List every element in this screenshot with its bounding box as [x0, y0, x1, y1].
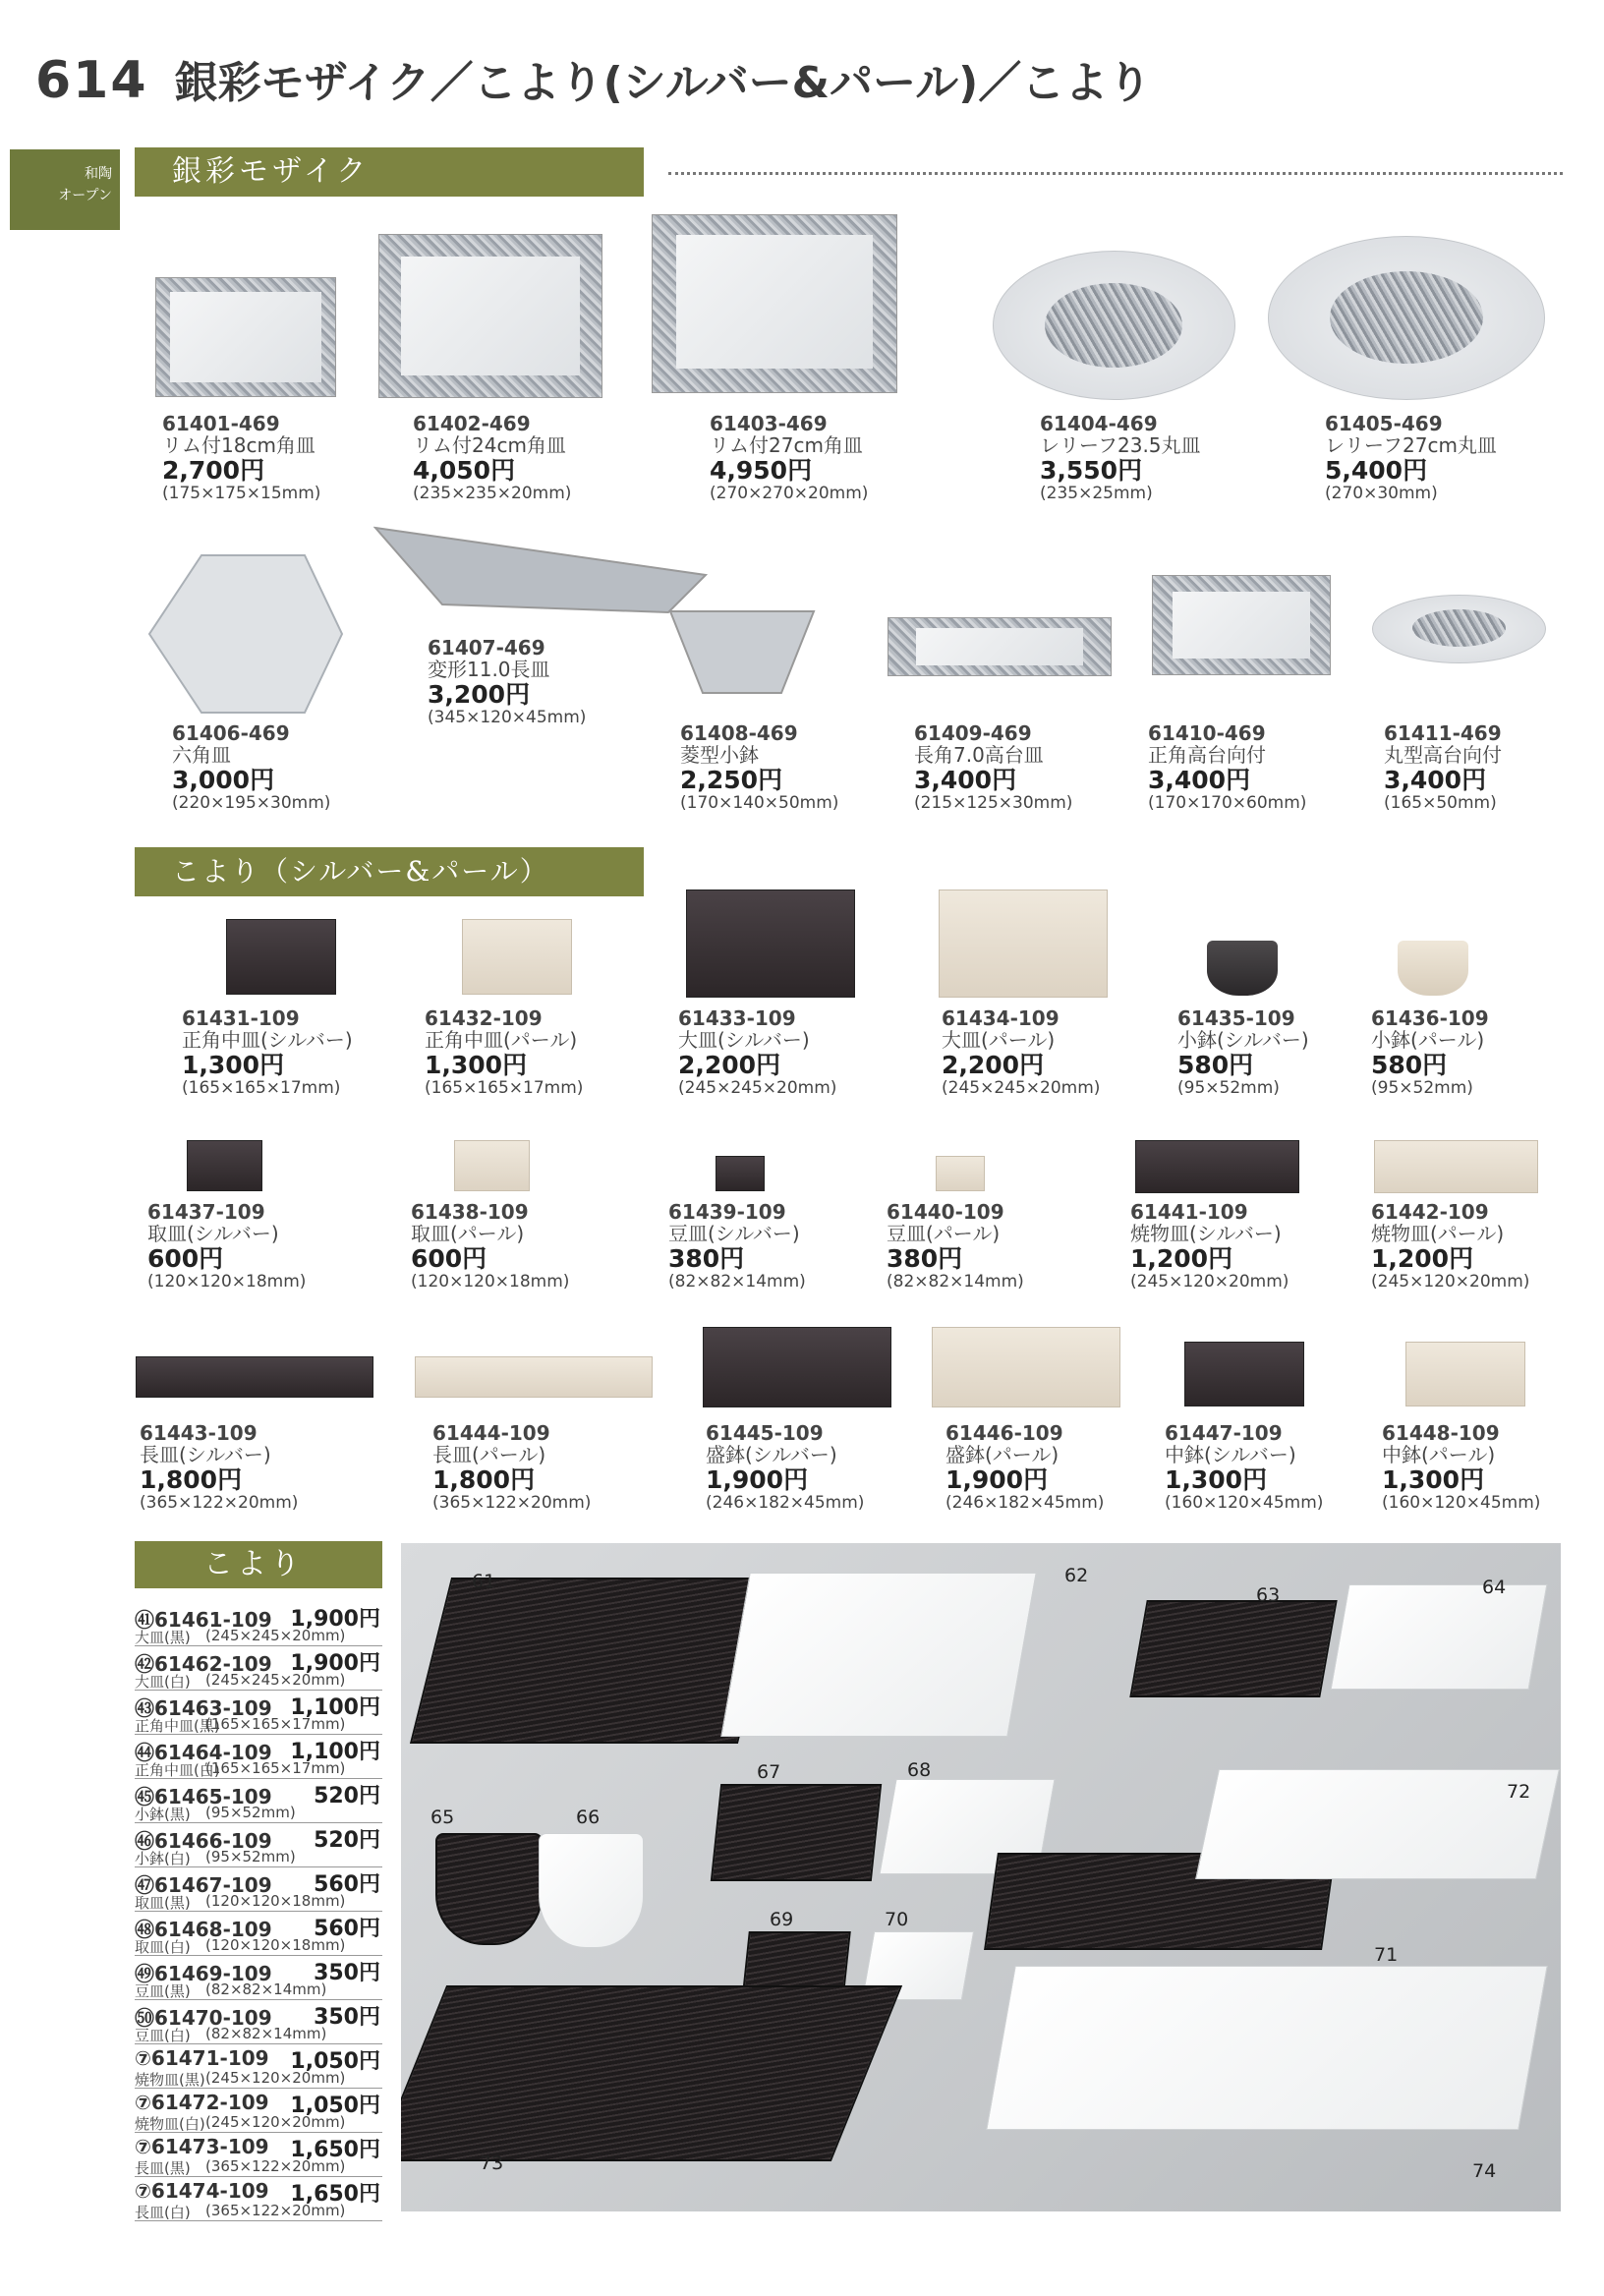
list-item-code: ㊼61467-109	[135, 1873, 272, 1897]
koyori-sp-product-block	[706, 1422, 864, 1513]
product-size: (170×170×60mm)	[1148, 792, 1307, 813]
product-size: (220×195×30mm)	[172, 792, 331, 813]
product-name: 長皿(シルバー)	[140, 1443, 271, 1467]
mosaic-product-block	[1384, 722, 1502, 813]
product-name: 大皿(シルバー)	[678, 1028, 810, 1053]
product-code: 61402-469	[413, 412, 531, 435]
list-item	[135, 2133, 382, 2177]
list-item-code: ⑦61472-109	[135, 2091, 269, 2114]
product-size: (246×182×45mm)	[945, 1492, 1105, 1513]
product-price: 580円	[1371, 1050, 1448, 1079]
product-name: 丸型高台向付	[1384, 743, 1502, 768]
product-price: 1,800円	[432, 1464, 536, 1494]
list-item-name: 豆皿(黒)	[135, 1982, 191, 2000]
product-size: (160×120×45mm)	[1382, 1492, 1541, 1513]
product-size: (175×175×15mm)	[162, 483, 321, 503]
list-item-code: ㊻61466-109	[135, 1829, 272, 1853]
list-item-price: 520円	[314, 1828, 380, 1853]
product-size: (95×52mm)	[1177, 1077, 1280, 1098]
product-code: 61410-469	[1148, 721, 1266, 745]
product-price: 3,400円	[914, 765, 1017, 794]
product-size: (82×82×14mm)	[887, 1271, 1024, 1292]
list-item-size: (165×165×17mm)	[205, 1715, 346, 1733]
list-item-name: 正角中皿(黒)	[135, 1717, 220, 1735]
photo-number-label: 70	[885, 1909, 909, 1930]
koyori-product-photo	[401, 1543, 1561, 2211]
list-item-price: 1,100円	[290, 1695, 380, 1720]
list-item-name: 焼物皿(白)	[135, 2115, 205, 2133]
photo-item-74	[986, 1966, 1547, 2130]
side-tab-line-2: オープン	[58, 188, 112, 203]
list-item-size: (165×165×17mm)	[205, 1759, 346, 1777]
mosaic-product-block	[1325, 413, 1497, 503]
product-image-61447	[1184, 1342, 1304, 1406]
list-item-code: ⑦61471-109	[135, 2046, 269, 2070]
product-price: 600円	[411, 1243, 487, 1273]
list-item-price: 1,050円	[290, 2094, 380, 2118]
product-code: 61446-109	[945, 1421, 1063, 1445]
list-item-size: (365×122×20mm)	[205, 2157, 346, 2175]
product-price: 3,550円	[1040, 455, 1143, 485]
list-item-code: ㊽61468-109	[135, 1918, 272, 1941]
product-image-61403	[652, 214, 897, 393]
product-price: 580円	[1177, 1050, 1254, 1079]
list-item-price: 1,650円	[290, 2138, 380, 2162]
list-item-code: ㊺61465-109	[135, 1785, 272, 1808]
list-item-size: (245×120×20mm)	[205, 2113, 346, 2131]
koyori-sp-product-block	[887, 1201, 1024, 1292]
product-code: 61431-109	[182, 1006, 300, 1030]
koyori-sp-product-block	[942, 1007, 1100, 1098]
koyori-sp-product-block	[432, 1422, 591, 1513]
photo-number-label: 61	[472, 1571, 496, 1592]
product-name: 長皿(パール)	[432, 1443, 546, 1467]
list-item-name: 正角中皿(白)	[135, 1761, 220, 1779]
product-size: (120×120×18mm)	[147, 1271, 307, 1292]
product-image-61408	[668, 609, 816, 708]
product-price: 1,300円	[182, 1050, 285, 1079]
product-size: (245×120×20mm)	[1130, 1271, 1289, 1292]
list-item	[135, 2177, 382, 2221]
product-price: 4,950円	[710, 455, 813, 485]
product-name: 小鉢(パール)	[1371, 1028, 1485, 1053]
product-name: 正角中皿(シルバー)	[182, 1028, 353, 1053]
photo-item-73	[401, 1985, 902, 2161]
photo-number-label: 72	[1507, 1781, 1531, 1803]
product-image-61431	[226, 919, 336, 995]
product-size: (215×125×30mm)	[914, 792, 1073, 813]
product-price: 2,700円	[162, 455, 265, 485]
mosaic-product-block	[710, 413, 868, 503]
product-price: 380円	[887, 1243, 963, 1273]
list-item-name: 焼物皿(黒)	[135, 2071, 205, 2089]
photo-number-label: 73	[480, 2152, 504, 2174]
list-item-price: 560円	[314, 1872, 380, 1897]
list-item-size: (95×52mm)	[205, 1804, 296, 1821]
product-price: 380円	[668, 1243, 745, 1273]
list-item-size: (95×52mm)	[205, 1848, 296, 1866]
koyori-sp-product-block	[1371, 1007, 1489, 1098]
product-image-61404	[993, 251, 1235, 400]
product-code: 61435-109	[1177, 1006, 1295, 1030]
product-code: 61445-109	[706, 1421, 824, 1445]
product-image-61407	[373, 526, 708, 614]
product-price: 600円	[147, 1243, 224, 1273]
product-image-61409	[888, 617, 1112, 676]
product-code: 61433-109	[678, 1006, 796, 1030]
photo-number-label: 63	[1256, 1584, 1281, 1606]
list-item-price: 560円	[314, 1917, 380, 1941]
product-name: リム付18cm角皿	[162, 433, 315, 458]
list-item-price: 1,100円	[290, 1740, 380, 1764]
product-code: 61404-469	[1040, 412, 1158, 435]
product-image-61406	[147, 550, 344, 718]
product-price: 3,200円	[428, 679, 531, 709]
product-name: 菱型小鉢	[680, 743, 759, 768]
product-price: 4,050円	[413, 455, 516, 485]
section-banner-mosaic: 銀彩モザイク	[135, 147, 644, 197]
product-size: (345×120×45mm)	[428, 707, 587, 727]
product-price: 1,900円	[706, 1464, 809, 1494]
product-name: 取皿(シルバー)	[147, 1222, 279, 1246]
koyori-sp-product-block	[678, 1007, 836, 1098]
product-code: 61437-109	[147, 1200, 265, 1224]
product-price: 3,400円	[1148, 765, 1251, 794]
product-price: 1,200円	[1371, 1243, 1474, 1273]
photo-item-64	[1331, 1584, 1548, 1690]
list-item-size: (120×120×18mm)	[205, 1936, 346, 1954]
list-item	[135, 1735, 382, 1779]
list-item-name: 小鉢(黒)	[135, 1806, 191, 1823]
product-size: (165×165×17mm)	[425, 1077, 584, 1098]
list-item-size: (365×122×20mm)	[205, 2202, 346, 2219]
product-image-61444	[415, 1356, 653, 1398]
list-item	[135, 2089, 382, 2133]
koyori-sp-product-block	[147, 1201, 306, 1292]
list-item-name: 豆皿(白)	[135, 2027, 191, 2044]
product-code: 61441-109	[1130, 1200, 1248, 1224]
product-image-61432	[462, 919, 572, 995]
koyori-sp-product-block	[1165, 1422, 1323, 1513]
product-size: (270×30mm)	[1325, 483, 1438, 503]
product-price: 2,250円	[680, 765, 783, 794]
photo-number-label: 69	[770, 1909, 794, 1930]
list-item-code: ⑦61473-109	[135, 2135, 269, 2158]
photo-number-label: 71	[1374, 1944, 1399, 1966]
photo-item-67	[711, 1784, 882, 1881]
product-name: 中鉢(パール)	[1382, 1443, 1496, 1467]
list-item-name: 大皿(黒)	[135, 1629, 191, 1646]
product-name: 豆皿(パール)	[887, 1222, 1001, 1246]
product-name: 長角7.0高台皿	[914, 743, 1044, 768]
product-code: 61442-109	[1371, 1200, 1489, 1224]
list-item-size: (245×120×20mm)	[205, 2069, 346, 2087]
product-name: 盛鉢(パール)	[945, 1443, 1060, 1467]
product-code: 61436-109	[1371, 1006, 1489, 1030]
photo-number-label: 74	[1472, 2160, 1497, 2182]
koyori-sp-product-block	[425, 1007, 583, 1098]
product-code: 61409-469	[914, 721, 1032, 745]
product-name: リム付27cm角皿	[710, 433, 863, 458]
page-title: 銀彩モザイク／こより(シルバー&パール)／こより	[174, 58, 1152, 108]
product-code: 61403-469	[710, 412, 828, 435]
product-size: (235×235×20mm)	[413, 483, 572, 503]
product-size: (235×25mm)	[1040, 483, 1153, 503]
product-image-61402	[378, 234, 602, 398]
list-item	[135, 1691, 382, 1735]
list-item-name: 大皿(白)	[135, 1673, 191, 1691]
product-image-61405	[1268, 236, 1545, 400]
product-price: 1,200円	[1130, 1243, 1233, 1273]
product-size: (165×50mm)	[1384, 792, 1497, 813]
photo-item-66	[539, 1833, 644, 1948]
mosaic-product-block	[162, 413, 320, 503]
list-item	[135, 1779, 382, 1823]
product-size: (270×270×20mm)	[710, 483, 869, 503]
product-size: (246×182×45mm)	[706, 1492, 865, 1513]
mosaic-product-block	[1148, 722, 1306, 813]
product-name: リム付24cm角皿	[413, 433, 566, 458]
photo-number-label: 62	[1064, 1565, 1089, 1586]
product-name: 正角高台向付	[1148, 743, 1266, 768]
product-image-61436	[1398, 941, 1468, 996]
list-item-code: ㊷61462-109	[135, 1652, 272, 1676]
product-code: 61434-109	[942, 1006, 1060, 1030]
category-side-tab	[10, 149, 120, 230]
koyori-sp-product-block	[1371, 1201, 1529, 1292]
product-name: 変形11.0長皿	[428, 658, 550, 682]
product-price: 1,800円	[140, 1464, 243, 1494]
list-item-name: 小鉢(白)	[135, 1850, 191, 1867]
page-header	[35, 47, 1151, 110]
product-size: (120×120×18mm)	[411, 1271, 570, 1292]
photo-number-label: 64	[1482, 1577, 1507, 1598]
section-banner-koyori-silver-pearl: こより（シルバー&パール）	[135, 847, 644, 896]
product-image-61440	[936, 1156, 985, 1191]
product-image-61437	[187, 1140, 262, 1191]
product-code: 61411-469	[1384, 721, 1502, 745]
product-size: (170×140×50mm)	[680, 792, 839, 813]
product-size: (160×120×45mm)	[1165, 1492, 1324, 1513]
product-size: (365×122×20mm)	[140, 1492, 299, 1513]
mosaic-product-block	[1040, 413, 1201, 503]
list-item-price: 1,900円	[290, 1651, 380, 1676]
product-image-61442	[1374, 1140, 1538, 1193]
mosaic-product-block	[172, 722, 330, 813]
product-code: 61444-109	[432, 1421, 550, 1445]
product-price: 2,200円	[942, 1050, 1045, 1079]
product-image-61445	[703, 1327, 891, 1407]
product-image-61438	[454, 1140, 530, 1191]
list-item-price: 1,900円	[290, 1607, 380, 1632]
product-price: 1,300円	[1382, 1464, 1485, 1494]
photo-number-label: 66	[576, 1807, 601, 1828]
product-code: 61443-109	[140, 1421, 258, 1445]
koyori-sp-product-block	[1177, 1007, 1309, 1098]
product-size: (165×165×17mm)	[182, 1077, 341, 1098]
product-size: (245×245×20mm)	[942, 1077, 1101, 1098]
list-item-price: 350円	[314, 2005, 380, 2030]
product-price: 1,900円	[945, 1464, 1049, 1494]
product-name: 盛鉢(シルバー)	[706, 1443, 837, 1467]
product-name: 豆皿(シルバー)	[668, 1222, 800, 1246]
product-code: 61405-469	[1325, 412, 1443, 435]
list-item	[135, 1912, 382, 1956]
list-item-name: 取皿(白)	[135, 1938, 191, 1956]
list-item-code: ㊿61470-109	[135, 2006, 272, 2030]
photo-number-label: 68	[907, 1759, 932, 1781]
product-price: 1,300円	[425, 1050, 528, 1079]
list-item	[135, 1867, 382, 1912]
product-size: (82×82×14mm)	[668, 1271, 806, 1292]
list-item-price: 1,050円	[290, 2049, 380, 2074]
product-size: (245×245×20mm)	[678, 1077, 837, 1098]
list-item-name: 長皿(黒)	[135, 2159, 191, 2177]
list-item	[135, 1646, 382, 1691]
list-item	[135, 2044, 382, 2089]
product-price: 2,200円	[678, 1050, 781, 1079]
product-code: 61407-469	[428, 636, 545, 660]
koyori-sp-product-block	[1382, 1422, 1540, 1513]
product-image-61446	[932, 1327, 1120, 1407]
photo-item-65	[435, 1833, 543, 1945]
product-image-61410	[1152, 575, 1331, 675]
page-number: 614	[35, 51, 148, 110]
product-name: レリーフ23.5丸皿	[1040, 433, 1201, 458]
product-code: 61440-109	[887, 1200, 1004, 1224]
product-price: 1,300円	[1165, 1464, 1268, 1494]
product-name: 六角皿	[172, 743, 231, 768]
koyori-sp-product-block	[668, 1201, 806, 1292]
mosaic-product-block	[914, 722, 1072, 813]
list-item-price: 1,650円	[290, 2182, 380, 2207]
koyori-sp-product-block	[140, 1422, 298, 1513]
product-size: (245×120×20mm)	[1371, 1271, 1530, 1292]
product-price: 3,400円	[1384, 765, 1487, 794]
product-code: 61408-469	[680, 721, 798, 745]
product-code: 61448-109	[1382, 1421, 1500, 1445]
product-code: 61401-469	[162, 412, 280, 435]
photo-item-63	[1129, 1600, 1337, 1697]
product-code: 61432-109	[425, 1006, 543, 1030]
list-item-size: (82×82×14mm)	[205, 2025, 327, 2042]
mosaic-product-block	[680, 722, 838, 813]
list-item	[135, 1956, 382, 2000]
product-image-61435	[1207, 941, 1278, 996]
list-item-size: (245×245×20mm)	[205, 1671, 346, 1689]
product-name: 正角中皿(パール)	[425, 1028, 578, 1053]
product-name: 焼物皿(シルバー)	[1130, 1222, 1282, 1246]
product-name: 大皿(パール)	[942, 1028, 1056, 1053]
product-name: 取皿(パール)	[411, 1222, 525, 1246]
product-code: 61406-469	[172, 721, 290, 745]
koyori-sp-product-block	[1130, 1201, 1289, 1292]
product-image-61434	[939, 890, 1108, 998]
list-item-code: ㊸61463-109	[135, 1696, 272, 1720]
product-image-61443	[136, 1356, 373, 1398]
photo-item-72	[1195, 1769, 1560, 1879]
product-code: 61447-109	[1165, 1421, 1283, 1445]
product-image-61433	[686, 890, 855, 998]
mosaic-product-block	[428, 637, 586, 727]
product-size: (95×52mm)	[1371, 1077, 1473, 1098]
section-banner-koyori: こより	[135, 1541, 382, 1588]
photo-item-62	[720, 1573, 1036, 1737]
product-image-61401	[155, 277, 336, 397]
product-image-61448	[1405, 1342, 1525, 1406]
dotted-divider	[668, 172, 1563, 175]
list-item-code: ⑦61474-109	[135, 2179, 269, 2203]
list-item-name: 取皿(黒)	[135, 1894, 191, 1912]
product-code: 61439-109	[668, 1200, 786, 1224]
list-item-size: (82×82×14mm)	[205, 1980, 327, 1998]
list-item-price: 520円	[314, 1784, 380, 1808]
product-code: 61438-109	[411, 1200, 529, 1224]
product-price: 5,400円	[1325, 455, 1428, 485]
list-item-name: 長皿(白)	[135, 2204, 191, 2221]
list-item	[135, 1823, 382, 1867]
list-item-code: ㊾61469-109	[135, 1962, 272, 1985]
list-item-size: (120×120×18mm)	[205, 1892, 346, 1910]
side-tab-line-1: 和陶	[85, 166, 112, 182]
list-item-code: ㊶61461-109	[135, 1608, 272, 1632]
koyori-sp-product-block	[411, 1201, 569, 1292]
product-image-61411	[1372, 595, 1546, 663]
mosaic-product-block	[413, 413, 571, 503]
list-item	[135, 2000, 382, 2044]
list-item-code: ㊹61464-109	[135, 1741, 272, 1764]
photo-number-label: 65	[430, 1807, 455, 1828]
koyori-sp-product-block	[945, 1422, 1104, 1513]
list-item-size: (245×245×20mm)	[205, 1627, 346, 1644]
list-item-price: 350円	[314, 1961, 380, 1985]
product-price: 3,000円	[172, 765, 275, 794]
photo-number-label: 67	[757, 1761, 781, 1783]
product-name: 中鉢(シルバー)	[1165, 1443, 1296, 1467]
product-image-61441	[1135, 1140, 1299, 1193]
koyori-price-list	[135, 1602, 382, 2221]
product-name: 焼物皿(パール)	[1371, 1222, 1505, 1246]
koyori-sp-product-block	[182, 1007, 353, 1098]
product-name: 小鉢(シルバー)	[1177, 1028, 1309, 1053]
list-item	[135, 1602, 382, 1646]
product-size: (365×122×20mm)	[432, 1492, 592, 1513]
product-name: レリーフ27cm丸皿	[1325, 433, 1497, 458]
product-image-61439	[716, 1156, 765, 1191]
